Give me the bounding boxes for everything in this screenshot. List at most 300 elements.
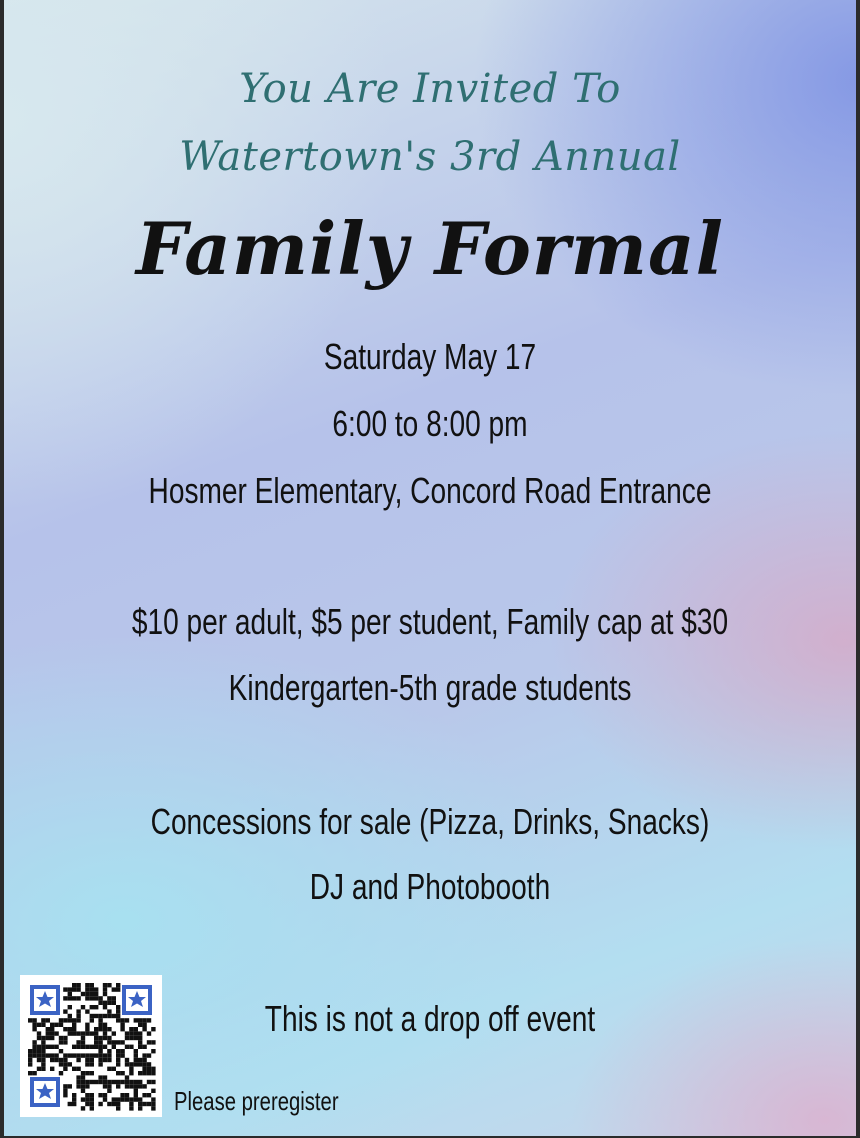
qr-module	[41, 1023, 45, 1027]
qr-module	[63, 1027, 67, 1031]
qr-module	[98, 1045, 102, 1049]
qr-module	[76, 1058, 80, 1062]
qr-module	[151, 1049, 155, 1053]
qr-module	[116, 983, 120, 987]
qr-module	[63, 1053, 67, 1057]
qr-module	[134, 1062, 138, 1066]
qr-module	[116, 1106, 120, 1110]
qr-module	[112, 1102, 116, 1106]
qr-module	[41, 1045, 45, 1049]
qr-module	[107, 1001, 111, 1005]
qr-module	[94, 1053, 98, 1057]
qr-module	[138, 1097, 142, 1101]
qr-module	[81, 1036, 85, 1040]
invite-line-1: You Are Invited To	[239, 66, 621, 112]
qr-module	[112, 1040, 116, 1044]
qr-module	[129, 1080, 133, 1084]
qr-module	[81, 1084, 85, 1088]
qr-module	[116, 1053, 120, 1057]
qr-module	[72, 1067, 76, 1071]
event-entertainment: DJ and Photobooth	[309, 866, 551, 907]
qr-module	[129, 1102, 133, 1106]
qr-module	[147, 1040, 151, 1044]
qr-module	[107, 1027, 111, 1031]
qr-module	[98, 1040, 102, 1044]
qr-module	[151, 1097, 155, 1101]
qr-module	[142, 1053, 146, 1057]
qr-finder-top-left	[30, 985, 60, 1015]
qr-module	[116, 1049, 120, 1053]
qr-module	[85, 1097, 89, 1101]
qr-module	[68, 1005, 72, 1009]
qr-module	[142, 1023, 146, 1027]
qr-module	[81, 1040, 85, 1044]
qr-module	[138, 1018, 142, 1022]
qr-module	[103, 983, 107, 987]
qr-module	[41, 1036, 45, 1040]
qr-module	[46, 1053, 50, 1057]
event-concessions: Concessions for sale (Pizza, Drinks, Snacks)	[150, 801, 710, 842]
qr-module	[98, 1014, 102, 1018]
qr-module	[59, 1023, 63, 1027]
qr-module	[147, 1018, 151, 1022]
qr-module	[147, 1053, 151, 1057]
qr-module	[59, 1040, 63, 1044]
qr-module	[37, 1045, 41, 1049]
qr-module	[63, 1036, 67, 1040]
qr-module	[138, 1031, 142, 1035]
qr-finder-top-right	[122, 985, 152, 1015]
qr-module	[116, 1080, 120, 1084]
qr-module	[134, 1018, 138, 1022]
qr-module	[32, 1049, 36, 1053]
qr-module	[81, 1075, 85, 1079]
qr-module	[81, 1045, 85, 1049]
qr-module	[90, 1031, 94, 1035]
qr-module	[85, 1102, 89, 1106]
qr-module	[94, 987, 98, 991]
qr-module	[54, 1045, 58, 1049]
qr-module	[72, 1018, 76, 1022]
qr-module	[112, 1080, 116, 1084]
qr-module	[37, 1053, 41, 1057]
qr-module	[94, 1014, 98, 1018]
qr-module	[41, 1062, 45, 1066]
qr-module	[76, 1009, 80, 1013]
qr-module	[85, 983, 89, 987]
qr-module	[81, 1080, 85, 1084]
qr-module	[134, 1080, 138, 1084]
qr-module	[134, 1036, 138, 1040]
qr-module	[85, 1031, 89, 1035]
qr-module	[81, 1031, 85, 1035]
qr-module	[32, 1027, 36, 1031]
qr-module	[116, 1009, 120, 1013]
qr-module	[46, 1027, 50, 1031]
qr-module	[151, 1080, 155, 1084]
qr-module	[142, 1058, 146, 1062]
qr-module	[129, 1097, 133, 1101]
qr-module	[90, 1045, 94, 1049]
qr-module	[90, 1005, 94, 1009]
qr-module	[41, 1067, 45, 1071]
qr-module	[134, 1053, 138, 1057]
qr-module	[142, 1018, 146, 1022]
qr-module	[63, 1093, 67, 1097]
qr-module	[103, 1080, 107, 1084]
qr-module	[81, 1106, 85, 1110]
qr-module	[98, 1053, 102, 1057]
qr-module	[98, 1027, 102, 1031]
event-date: Saturday May 17	[323, 336, 537, 377]
qr-module	[98, 1062, 102, 1066]
qr-module	[85, 987, 89, 991]
qr-module	[63, 1062, 67, 1066]
qr-module	[120, 1053, 124, 1057]
qr-module	[90, 1053, 94, 1057]
qr-module	[112, 1067, 116, 1071]
qr-module	[107, 996, 111, 1000]
qr-module	[68, 992, 72, 996]
qr-module	[103, 1075, 107, 1079]
qr-module	[107, 1053, 111, 1057]
qr-module	[46, 1045, 50, 1049]
qr-module	[94, 1040, 98, 1044]
qr-module	[107, 1009, 111, 1013]
qr-module	[138, 1102, 142, 1106]
qr-module	[112, 1001, 116, 1005]
qr-module	[116, 1062, 120, 1066]
qr-module	[98, 1001, 102, 1005]
qr-module	[50, 1023, 54, 1027]
qr-module	[94, 1080, 98, 1084]
qr-module	[94, 1036, 98, 1040]
event-price: $10 per adult, $5 per student, Family cap at $30	[131, 601, 729, 642]
qr-module	[90, 1018, 94, 1022]
qr-module	[68, 1102, 72, 1106]
qr-module	[76, 1040, 80, 1044]
qr-module	[41, 1049, 45, 1053]
qr-module	[72, 987, 76, 991]
event-notice: This is not a drop off event	[264, 998, 596, 1039]
qr-finder-bottom-left	[30, 1077, 60, 1107]
qr-module	[28, 1062, 32, 1066]
qr-module	[59, 1049, 63, 1053]
qr-module	[72, 1097, 76, 1101]
qr-module	[147, 1093, 151, 1097]
qr-module	[112, 1031, 116, 1035]
qr-module	[151, 1067, 155, 1071]
qr-module	[41, 1058, 45, 1062]
qr-module	[63, 1018, 67, 1022]
qr-module	[41, 1018, 45, 1022]
qr-code-graphic	[20, 975, 162, 1117]
qr-module	[120, 1027, 124, 1031]
qr-module	[98, 1093, 102, 1097]
qr-module	[50, 1053, 54, 1057]
qr-module	[103, 1014, 107, 1018]
qr-module	[32, 1045, 36, 1049]
qr-module	[59, 1071, 63, 1075]
qr-module	[134, 1049, 138, 1053]
qr-module	[90, 996, 94, 1000]
qr-module	[116, 1084, 120, 1088]
qr-module	[142, 1071, 146, 1075]
qr-module	[54, 1053, 58, 1057]
qr-module	[59, 1036, 63, 1040]
qr-module	[98, 1102, 102, 1106]
qr-module	[120, 1093, 124, 1097]
qr-module	[98, 1018, 102, 1022]
qr-module	[138, 1084, 142, 1088]
qr-module	[37, 1058, 41, 1062]
qr-module	[90, 1062, 94, 1066]
qr-module	[120, 1018, 124, 1022]
qr-module	[147, 1102, 151, 1106]
qr-module	[120, 1040, 124, 1044]
qr-module	[85, 1053, 89, 1057]
qr-module	[32, 1040, 36, 1044]
qr-module	[138, 1080, 142, 1084]
qr-module	[107, 1058, 111, 1062]
qr-module	[103, 1023, 107, 1027]
qr-module	[72, 1053, 76, 1057]
qr-module	[134, 1097, 138, 1101]
qr-module	[28, 1071, 32, 1075]
qr-module	[32, 1018, 36, 1022]
qr-module	[28, 1053, 32, 1057]
qr-module	[41, 1040, 45, 1044]
qr-module	[151, 1089, 155, 1093]
qr-module	[90, 992, 94, 996]
qr-module	[107, 1067, 111, 1071]
qr-module	[147, 1067, 151, 1071]
qr-module	[59, 1058, 63, 1062]
qr-module	[76, 1053, 80, 1057]
qr-module	[68, 1084, 72, 1088]
qr-module	[72, 996, 76, 1000]
qr-module	[107, 1049, 111, 1053]
qr-module	[68, 996, 72, 1000]
flyer	[4, 0, 856, 1136]
qr-module	[94, 1027, 98, 1031]
qr-module	[129, 1067, 133, 1071]
qr-module	[54, 1058, 58, 1062]
qr-module	[151, 1040, 155, 1044]
qr-module	[125, 1062, 129, 1066]
qr-module	[142, 1027, 146, 1031]
qr-module	[85, 1093, 89, 1097]
qr-module	[107, 1014, 111, 1018]
qr-module	[112, 1045, 116, 1049]
qr-module	[134, 1058, 138, 1062]
qr-module	[98, 1036, 102, 1040]
qr-module	[103, 1093, 107, 1097]
qr-module	[85, 1009, 89, 1013]
qr-module	[125, 1080, 129, 1084]
qr-module	[76, 1075, 80, 1079]
qr-module	[129, 1045, 133, 1049]
qr-module	[107, 983, 111, 987]
qr-module	[68, 1027, 72, 1031]
qr-module	[68, 1031, 72, 1035]
qr-module	[28, 1058, 32, 1062]
qr-module	[116, 1040, 120, 1044]
qr-module	[76, 1080, 80, 1084]
qr-module	[116, 1102, 120, 1106]
qr-module	[103, 1045, 107, 1049]
qr-module	[125, 1036, 129, 1040]
qr-module	[112, 1014, 116, 1018]
qr-module	[120, 1080, 124, 1084]
qr-module	[72, 1027, 76, 1031]
qr-module	[76, 1067, 80, 1071]
qr-module	[63, 1058, 67, 1062]
qr-module	[98, 1080, 102, 1084]
event-time: 6:00 to 8:00 pm	[332, 403, 528, 444]
qr-module	[90, 1058, 94, 1062]
qr-module	[134, 1031, 138, 1035]
qr-module	[138, 1040, 142, 1044]
qr-module	[81, 992, 85, 996]
qr-module	[68, 1014, 72, 1018]
qr-module	[151, 1106, 155, 1110]
qr-module	[94, 1031, 98, 1035]
qr-module	[142, 1062, 146, 1066]
invite-line-2: Watertown's 3rd Annual	[179, 134, 681, 180]
qr-module	[85, 1058, 89, 1062]
qr-module	[103, 1005, 107, 1009]
qr-module	[103, 1001, 107, 1005]
qr-module	[103, 987, 107, 991]
qr-module	[125, 1075, 129, 1079]
event-eligibility: Kindergarten-5th grade students	[228, 667, 632, 708]
qr-module	[120, 1097, 124, 1101]
qr-module	[129, 1084, 133, 1088]
qr-module	[63, 1084, 67, 1088]
qr-module	[81, 1089, 85, 1093]
qr-module	[59, 1062, 63, 1066]
qr-module	[54, 1023, 58, 1027]
qr-module	[116, 1071, 120, 1075]
qr-module	[116, 987, 120, 991]
qr-module	[151, 1071, 155, 1075]
qr-module	[90, 1106, 94, 1110]
qr-module	[138, 1045, 142, 1049]
qr-module	[50, 1036, 54, 1040]
qr-module	[50, 1031, 54, 1035]
qr-module	[103, 1031, 107, 1035]
qr-module	[107, 1036, 111, 1040]
qr-module	[85, 996, 89, 1000]
qr-module	[32, 1023, 36, 1027]
qr-module	[85, 1023, 89, 1027]
qr-module	[90, 987, 94, 991]
qr-module	[37, 1031, 41, 1035]
qr-module	[98, 1075, 102, 1079]
qr-module	[142, 1045, 146, 1049]
qr-module	[37, 1023, 41, 1027]
qr-module	[72, 1093, 76, 1097]
qr-module	[129, 1036, 133, 1040]
qr-module	[37, 1036, 41, 1040]
qr-module	[103, 1027, 107, 1031]
qr-module	[68, 1018, 72, 1022]
qr-module	[147, 1080, 151, 1084]
qr-module	[138, 1071, 142, 1075]
qr-module	[90, 1102, 94, 1106]
qr-module	[147, 1031, 151, 1035]
qr-module	[103, 1053, 107, 1057]
qr-module	[129, 1027, 133, 1031]
qr-module	[103, 1036, 107, 1040]
qr-module	[85, 1080, 89, 1084]
qr-module	[116, 1018, 120, 1022]
qr-module	[90, 1071, 94, 1075]
qr-module	[50, 1067, 54, 1071]
qr-module	[103, 1058, 107, 1062]
qr-module	[103, 992, 107, 996]
qr-module	[85, 1027, 89, 1031]
qr-module	[76, 1045, 80, 1049]
qr-module	[116, 1097, 120, 1101]
qr-module	[142, 1102, 146, 1106]
qr-module	[63, 1040, 67, 1044]
qr-module	[90, 1080, 94, 1084]
qr-module	[32, 1071, 36, 1075]
qr-module	[94, 992, 98, 996]
event-title: Family Formal	[136, 206, 724, 291]
qr-module	[142, 1084, 146, 1088]
qr-module	[125, 1045, 129, 1049]
qr-module	[142, 1067, 146, 1071]
qr-module	[147, 1071, 151, 1075]
qr-module	[76, 987, 80, 991]
qr-module	[90, 983, 94, 987]
qr-module	[68, 1062, 72, 1066]
qr-module	[134, 1027, 138, 1031]
qr-module	[138, 1023, 142, 1027]
qr-module	[63, 996, 67, 1000]
qr-module	[98, 1049, 102, 1053]
qr-module	[76, 1018, 80, 1022]
qr-module	[94, 996, 98, 1000]
event-location: Hosmer Elementary, Concord Road Entrance	[148, 470, 712, 511]
qr-module	[28, 1018, 32, 1022]
qr-module	[151, 1102, 155, 1106]
qr-module	[107, 1089, 111, 1093]
qr-module	[112, 1097, 116, 1101]
qr-module	[63, 1067, 67, 1071]
qr-module	[138, 1058, 142, 1062]
qr-module	[103, 1084, 107, 1088]
qr-module	[72, 1045, 76, 1049]
qr-module	[94, 1005, 98, 1009]
qr-module	[76, 1031, 80, 1035]
qr-module	[94, 1045, 98, 1049]
qr-module	[81, 1097, 85, 1101]
qr-module	[134, 1093, 138, 1097]
qr-module	[107, 1080, 111, 1084]
qr-module	[85, 1084, 89, 1088]
qr-module	[90, 1093, 94, 1097]
qr-module	[90, 1014, 94, 1018]
qr-module	[112, 996, 116, 1000]
qr-module	[98, 1023, 102, 1027]
qr-code-icon[interactable]	[20, 975, 162, 1117]
qr-module	[68, 1053, 72, 1057]
qr-module	[138, 1036, 142, 1040]
